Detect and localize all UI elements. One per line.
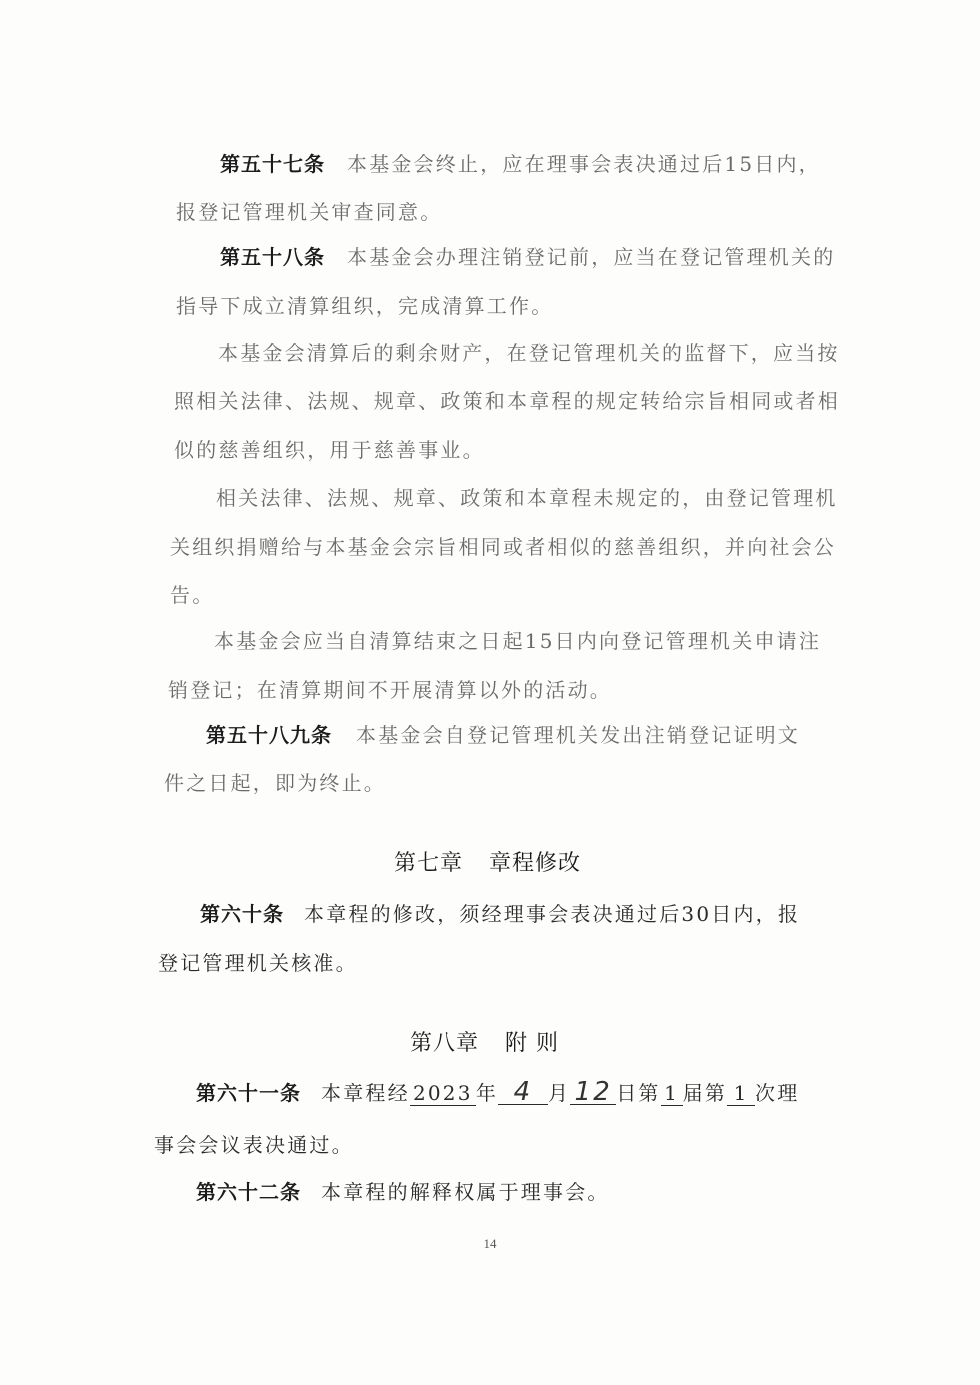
article-61-line-1: [196, 1079, 799, 1107]
article-60-label: 第六十条: [200, 902, 284, 926]
article-61-text-a: 本章程经: [321, 1081, 410, 1105]
year-field: 2023: [410, 1081, 476, 1106]
article-57-label: 第五十七条: [220, 152, 325, 176]
article-59-label: 第五十八九条: [206, 723, 332, 747]
unspecified-paragraph-line-3: 告。: [170, 583, 215, 607]
article-57-text: 本基金会终止，应在理事会表决通过后15日内，: [347, 152, 821, 176]
article-62-text: 本章程的解释权属于理事会。: [321, 1180, 610, 1204]
article-61-line-2: 事会会议表决通过。: [154, 1133, 354, 1157]
session-suffix: 届第: [682, 1081, 728, 1105]
unspecified-paragraph-line-1: 相关法律、法规、规章、政策和本章程未规定的，由登记管理机: [216, 486, 838, 510]
article-62-label: 第六十二条: [196, 1180, 301, 1204]
chapter-8-heading: [410, 1029, 559, 1059]
article-57-line-1: [220, 150, 821, 178]
year-suffix: 年: [475, 1081, 499, 1105]
chapter-7-title: 章程修改: [489, 851, 582, 876]
article-58-label: 第五十八条: [220, 245, 325, 269]
meeting-field: 1: [727, 1081, 755, 1106]
page-number: 14: [483, 1236, 497, 1251]
article-62-line-1: [196, 1178, 610, 1206]
chapter-8-title: 附 则: [505, 1031, 560, 1056]
residual-paragraph-line-3: 似的慈善组织，用于慈善事业。: [174, 438, 485, 462]
chapter-8-number: 第八章: [410, 1031, 480, 1056]
month-field-handwritten: 4: [498, 1080, 548, 1105]
residual-paragraph-line-2: 照相关法律、法规、规章、政策和本章程的规定转给宗旨相同或者相: [174, 389, 840, 413]
article-59-text: 本基金会自登记管理机关发出注销登记证明文: [356, 723, 800, 747]
chapter-7-number: 第七章: [394, 851, 464, 876]
article-60-text: 本章程的修改，须经理事会表决通过后30日内，报: [304, 902, 801, 926]
article-61-label: 第六十一条: [196, 1081, 301, 1105]
article-60-line-1: [200, 900, 800, 928]
article-58-line-1: [220, 243, 835, 271]
month-suffix: 月: [548, 1081, 571, 1105]
article-59-line-2: 件之日起，即为终止。: [164, 771, 386, 795]
article-58-text: 本基金会办理注销登记前，应当在登记管理机关的: [347, 245, 836, 269]
meeting-suffix: 次理: [755, 1081, 800, 1105]
article-58-line-2: 指导下成立清算组织，完成清算工作。: [176, 294, 554, 318]
unspecified-paragraph-line-2: 关组织捐赠给与本基金会宗旨相同或者相似的慈善组织，并向社会公: [170, 535, 836, 559]
chapter-7-heading: [394, 849, 581, 879]
session-field: 1: [661, 1081, 683, 1106]
article-57-line-2: 报登记管理机关审查同意。: [176, 200, 443, 224]
residual-paragraph-line-1: 本基金会清算后的剩余财产，在登记管理机关的监督下，应当按: [218, 341, 840, 365]
article-59-line-1: [206, 721, 800, 749]
day-suffix: 日第: [616, 1081, 661, 1105]
article-60-line-2: 登记管理机关核准。: [158, 951, 358, 975]
deregistration-paragraph-line-1: 本基金会应当自清算结束之日起15日内向登记管理机关申请注: [214, 629, 822, 653]
day-field-handwritten: 12: [570, 1080, 616, 1105]
deregistration-paragraph-line-2: 销登记；在清算期间不开展清算以外的活动。: [168, 678, 612, 702]
